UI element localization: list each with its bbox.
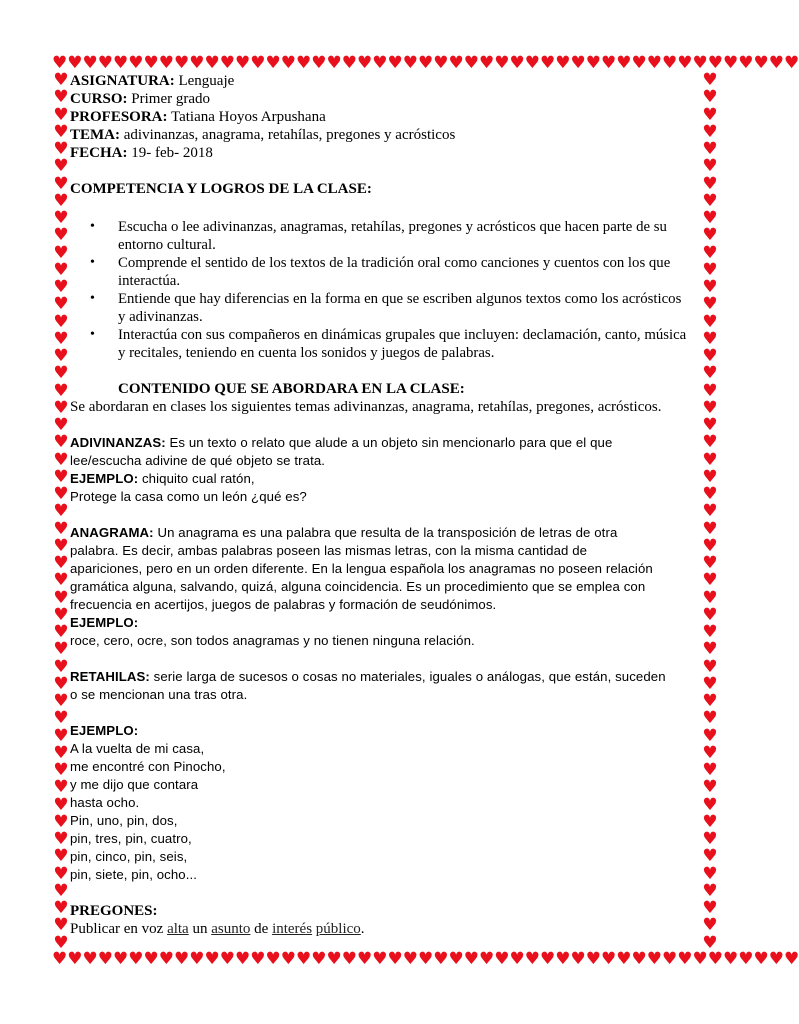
heart-icon: ♥ [540,53,556,73]
heart-icon: ♥ [702,932,718,953]
heart-icon: ♥ [53,346,69,366]
heart-icon: ♥ [53,449,69,470]
heart-icon: ♥ [702,466,718,487]
list-item: • Comprende el sentido de los textos de la tradición oral como canciones y cuentos con los que interactúa. [118,254,698,290]
heart-icon: ♥ [702,880,718,901]
heart-icon: ♥ [53,225,69,246]
heart-icon: ♥ [53,777,69,798]
heart-icon: ♥ [702,173,718,194]
heart-icon: ♥ [53,604,69,625]
heart-icon: ♥ [702,449,718,470]
heart-icon: ♥ [53,173,69,194]
heart-icon: ♥ [702,415,718,435]
heart-icon: ♥ [570,949,586,969]
document-page [70,72,698,938]
heart-icon: ♥ [53,501,69,522]
adivinanzas-section [70,434,698,506]
anagrama-line: frecuencia en acertijos, juegos de palabras y formación de seudónimos. [70,597,497,612]
heart-icon: ♥ [753,949,769,969]
heart-icon: ♥ [702,587,718,608]
heart-icon: ♥ [53,535,69,556]
anagrama-section [70,524,698,650]
heart-icon: ♥ [53,639,69,660]
anagrama-line: apariciones, pero en un orden diferente. En la lengua española los anagramas no poseen relación [70,561,653,576]
heart-icon: ♥ [702,311,718,332]
heart-icon: ♥ [692,949,708,969]
heart-icon: ♥ [53,104,69,125]
heart-icon: ♥ [52,949,68,969]
heart-icon: ♥ [702,259,718,280]
heart-icon: ♥ [53,380,69,401]
heart-icon: ♥ [53,915,69,936]
heart-icon: ♥ [53,242,69,263]
anagrama-line: palabra. Es decir, ambas palabras poseen las mismas letras, con la misma cantidad de [70,543,588,558]
header-field-asignatura: ASIGNATURA: Lenguaje [70,73,235,89]
heart-icon: ♥ [707,949,723,969]
heart-icon: ♥ [418,949,434,969]
heart-icon: ♥ [53,898,69,918]
heart-icon: ♥ [540,949,556,969]
heart-icon: ♥ [702,604,718,625]
heart-icon: ♥ [702,760,718,780]
heart-icon: ♥ [702,484,718,504]
heart-icon: ♥ [128,53,144,73]
heart-icon: ♥ [53,87,69,108]
heart-icon: ♥ [53,518,69,539]
heart-icon: ♥ [702,328,718,349]
heart-icon: ♥ [585,949,601,969]
heart-icon: ♥ [53,811,69,832]
heart-icon: ♥ [702,190,718,211]
heart-icon: ♥ [158,53,174,73]
heart-icon: ♥ [702,363,718,384]
retahilas-section [70,668,698,884]
heart-icon: ♥ [738,53,754,73]
heart-icon: ♥ [702,622,718,642]
heart-icon: ♥ [53,794,69,815]
heart-icon: ♥ [494,53,510,73]
heart-icon: ♥ [702,742,718,763]
pregones-heading: PREGONES: [70,903,158,919]
heart-icon: ♥ [97,53,113,73]
heart-icon: ♥ [113,949,129,969]
heart-icon: ♥ [702,139,718,159]
heart-border-right [700,72,720,952]
anagrama-definition: ANAGRAMA: Un anagrama es una palabra que resulta de la transposición de letras de otra [70,525,618,540]
list-item: • Interactúa con sus compañeros en dinámicas grupales que incluyen: declamación, canto, música y recitales, teniendo en cuenta los sonidos y juegos de palabras. [118,326,698,362]
header-field-curso: CURSO: Primer grado [70,91,210,107]
retahilas-definition-cont: o se mencionan una tras otra. [70,687,248,702]
poem-line: hasta ocho. [70,795,140,810]
heart-icon: ♥ [53,277,69,297]
heart-icon: ♥ [53,553,69,573]
heart-icon: ♥ [448,53,464,73]
heart-icon: ♥ [53,415,69,435]
heart-icon: ♥ [768,53,784,73]
heart-icon: ♥ [235,53,251,73]
heart-icon: ♥ [174,53,190,73]
poem-line: Pin, uno, pin, dos, [70,813,178,828]
heart-icon: ♥ [265,53,281,73]
heart-icon: ♥ [53,259,69,280]
heart-icon: ♥ [235,949,251,969]
heart-icon: ♥ [677,949,693,969]
heart-icon: ♥ [524,53,540,73]
heart-icon: ♥ [784,949,799,969]
heart-icon: ♥ [402,949,418,969]
heart-icon: ♥ [53,311,69,332]
heart-icon: ♥ [463,949,479,969]
heart-icon: ♥ [53,587,69,608]
retahilas-definition: RETAHILAS: serie larga de sucesos o cosas no materiales, iguales o análogas, que están, suceden [70,669,666,684]
header-block [70,72,698,162]
heart-icon: ♥ [204,53,220,73]
heart-icon: ♥ [570,53,586,73]
heart-icon: ♥ [702,277,718,297]
heart-icon: ♥ [67,949,83,969]
pregones-text: Publicar en voz alta un asunto de interés público. [70,921,365,937]
adivinanzas-definition-cont: lee/escucha adivine de qué objeto se trata. [70,453,326,468]
heart-icon: ♥ [372,949,388,969]
heart-icon: ♥ [53,725,69,746]
heart-icon: ♥ [702,777,718,798]
heart-icon: ♥ [784,53,799,73]
heart-icon: ♥ [702,570,718,591]
heart-icon: ♥ [53,70,69,90]
heart-icon: ♥ [509,949,525,969]
heart-icon: ♥ [53,432,69,453]
anagrama-line: gramática alguna, salvando, quizá, alguna coincidencia. Es un procedimiento que se emplea con [70,579,646,594]
heart-icon: ♥ [702,673,718,694]
heart-icon: ♥ [646,949,662,969]
heart-icon: ♥ [189,949,205,969]
poem-line: pin, cinco, pin, seis, [70,849,188,864]
heart-icon: ♥ [341,949,357,969]
heart-icon: ♥ [677,53,693,73]
heart-icon: ♥ [402,53,418,73]
heart-icon: ♥ [702,432,718,453]
heart-icon: ♥ [53,397,69,418]
heart-icon: ♥ [702,121,718,142]
heart-icon: ♥ [357,53,373,73]
heart-icon: ♥ [433,949,449,969]
heart-icon: ♥ [53,328,69,349]
heart-icon: ♥ [53,570,69,591]
heart-icon: ♥ [280,949,296,969]
heart-icon: ♥ [494,949,510,969]
heart-icon: ♥ [702,104,718,125]
heart-icon: ♥ [585,53,601,73]
heart-icon: ♥ [387,949,403,969]
heart-icon: ♥ [53,466,69,487]
heart-icon: ♥ [723,949,739,969]
heart-icon: ♥ [702,691,718,711]
heart-icon: ♥ [616,949,632,969]
heart-border-bottom [52,949,799,971]
heart-icon: ♥ [702,87,718,108]
heart-icon: ♥ [326,53,342,73]
heart-icon: ♥ [53,484,69,504]
poem-line: pin, tres, pin, cuatro, [70,831,192,846]
heart-icon: ♥ [433,53,449,73]
heart-icon: ♥ [372,53,388,73]
poem-line: y me dijo que contara [70,777,199,792]
heart-icon: ♥ [702,208,718,228]
heart-icon: ♥ [67,53,83,73]
heart-icon: ♥ [53,863,69,884]
heart-icon: ♥ [702,294,718,315]
heart-icon: ♥ [53,190,69,211]
link-asunto[interactable]: asunto [211,921,251,937]
heart-icon: ♥ [53,760,69,780]
heart-icon: ♥ [702,794,718,815]
heart-icon: ♥ [53,208,69,228]
heart-icon: ♥ [53,846,69,867]
adivinanzas-example-cont: Protege la casa como un león ¿qué es? [70,489,307,504]
heart-icon: ♥ [418,53,434,73]
header-field-tema: TEMA: adivinanzas, anagrama, retahílas, pregones y acrósticos [70,127,456,143]
heart-icon: ♥ [280,53,296,73]
heart-icon: ♥ [479,53,495,73]
contenido-heading: CONTENIDO QUE SE ABORDARA EN LA CLASE: [118,381,465,397]
heart-icon: ♥ [702,242,718,263]
heart-icon: ♥ [702,501,718,522]
heart-icon: ♥ [250,53,266,73]
link-interes[interactable]: interés [272,921,313,937]
heart-icon: ♥ [219,949,235,969]
heart-icon: ♥ [53,622,69,642]
heart-icon: ♥ [702,898,718,918]
heart-icon: ♥ [738,949,754,969]
heart-icon: ♥ [82,949,98,969]
competencia-list [70,218,698,362]
heart-icon: ♥ [158,949,174,969]
heart-icon: ♥ [53,156,69,177]
heart-icon: ♥ [296,53,312,73]
heart-icon: ♥ [631,949,647,969]
heart-icon: ♥ [219,53,235,73]
heart-icon: ♥ [702,846,718,867]
heart-icon: ♥ [113,53,129,73]
heart-icon: ♥ [53,932,69,953]
heart-icon: ♥ [53,691,69,711]
heart-icon: ♥ [204,949,220,969]
competencia-heading: COMPETENCIA Y LOGROS DE LA CLASE: [70,181,372,197]
adivinanzas-definition: ADIVINANZAS: Es un texto o relato que alude a un objeto sin mencionarlo para que el que [70,435,613,450]
heart-icon: ♥ [53,139,69,159]
heart-icon: ♥ [97,949,113,969]
heart-icon: ♥ [702,863,718,884]
heart-icon: ♥ [723,53,739,73]
list-item: • Escucha o lee adivinanzas, anagramas, retahílas, pregones y acrósticos que hacen parte de su entorno cultural. [118,218,698,254]
heart-icon: ♥ [768,949,784,969]
list-item: • Entiende que hay diferencias en la forma en que se escriben algunos textos como los acrósticos y adivinanzas. [118,290,698,326]
heart-icon: ♥ [143,949,159,969]
heart-icon: ♥ [311,949,327,969]
heart-icon: ♥ [53,656,69,677]
heart-icon: ♥ [702,535,718,556]
heart-icon: ♥ [53,121,69,142]
contenido-text: Se abordaran en clases los siguientes temas adivinanzas, anagrama, retahílas, pregones, acrósticos. [70,399,662,415]
retahilas-example-label: EJEMPLO: [70,723,139,738]
heart-icon: ♥ [616,53,632,73]
heart-icon: ♥ [702,346,718,366]
heart-icon: ♥ [250,949,266,969]
heart-icon: ♥ [143,53,159,73]
heart-icon: ♥ [463,53,479,73]
heart-icon: ♥ [702,639,718,660]
heart-icon: ♥ [52,53,68,73]
poem-line: me encontré con Pinocho, [70,759,226,774]
heart-icon: ♥ [128,949,144,969]
heart-icon: ♥ [326,949,342,969]
heart-icon: ♥ [357,949,373,969]
heart-icon: ♥ [555,53,571,73]
heart-icon: ♥ [702,397,718,418]
heart-icon: ♥ [646,53,662,73]
heart-icon: ♥ [448,949,464,969]
heart-icon: ♥ [662,53,678,73]
heart-icon: ♥ [702,70,718,90]
heart-icon: ♥ [692,53,708,73]
heart-icon: ♥ [174,949,190,969]
heart-icon: ♥ [555,949,571,969]
heart-icon: ♥ [702,811,718,832]
heart-icon: ♥ [311,53,327,73]
heart-icon: ♥ [702,156,718,177]
heart-icon: ♥ [753,53,769,73]
heart-icon: ♥ [189,53,205,73]
heart-icon: ♥ [509,53,525,73]
anagrama-example-label: EJEMPLO: [70,615,139,630]
heart-icon: ♥ [265,949,281,969]
heart-icon: ♥ [707,53,723,73]
heart-icon: ♥ [702,380,718,401]
heart-icon: ♥ [82,53,98,73]
pregones-section [70,902,698,938]
heart-icon: ♥ [702,708,718,729]
heart-icon: ♥ [53,829,69,849]
heart-icon: ♥ [53,708,69,729]
heart-icon: ♥ [702,553,718,573]
heart-icon: ♥ [601,53,617,73]
heart-icon: ♥ [702,725,718,746]
heart-icon: ♥ [524,949,540,969]
heart-icon: ♥ [296,949,312,969]
heart-icon: ♥ [662,949,678,969]
heart-icon: ♥ [702,915,718,936]
heart-icon: ♥ [53,363,69,384]
poem-line: A la vuelta de mi casa, [70,741,205,756]
heart-icon: ♥ [702,829,718,849]
heart-border-left [51,72,71,952]
heart-icon: ♥ [702,656,718,677]
heart-icon: ♥ [53,742,69,763]
link-alta[interactable]: alta [167,921,189,937]
heart-icon: ♥ [53,294,69,315]
heart-icon: ♥ [53,673,69,694]
header-field-profesora: PROFESORA: Tatiana Hoyos Arpushana [70,109,326,125]
heart-icon: ♥ [702,518,718,539]
adivinanzas-example: EJEMPLO: chiquito cual ratón, [70,471,255,486]
heart-icon: ♥ [387,53,403,73]
heart-icon: ♥ [479,949,495,969]
link-publico[interactable]: público [315,921,361,937]
anagrama-example-text: roce, cero, ocre, son todos anagramas y no tienen ninguna relación. [70,633,475,648]
heart-icon: ♥ [601,949,617,969]
heart-icon: ♥ [702,225,718,246]
heart-icon: ♥ [53,880,69,901]
poem-line: pin, siete, pin, ocho... [70,867,198,882]
heart-icon: ♥ [631,53,647,73]
header-field-fecha: FECHA: 19- feb- 2018 [70,145,213,161]
heart-icon: ♥ [341,53,357,73]
